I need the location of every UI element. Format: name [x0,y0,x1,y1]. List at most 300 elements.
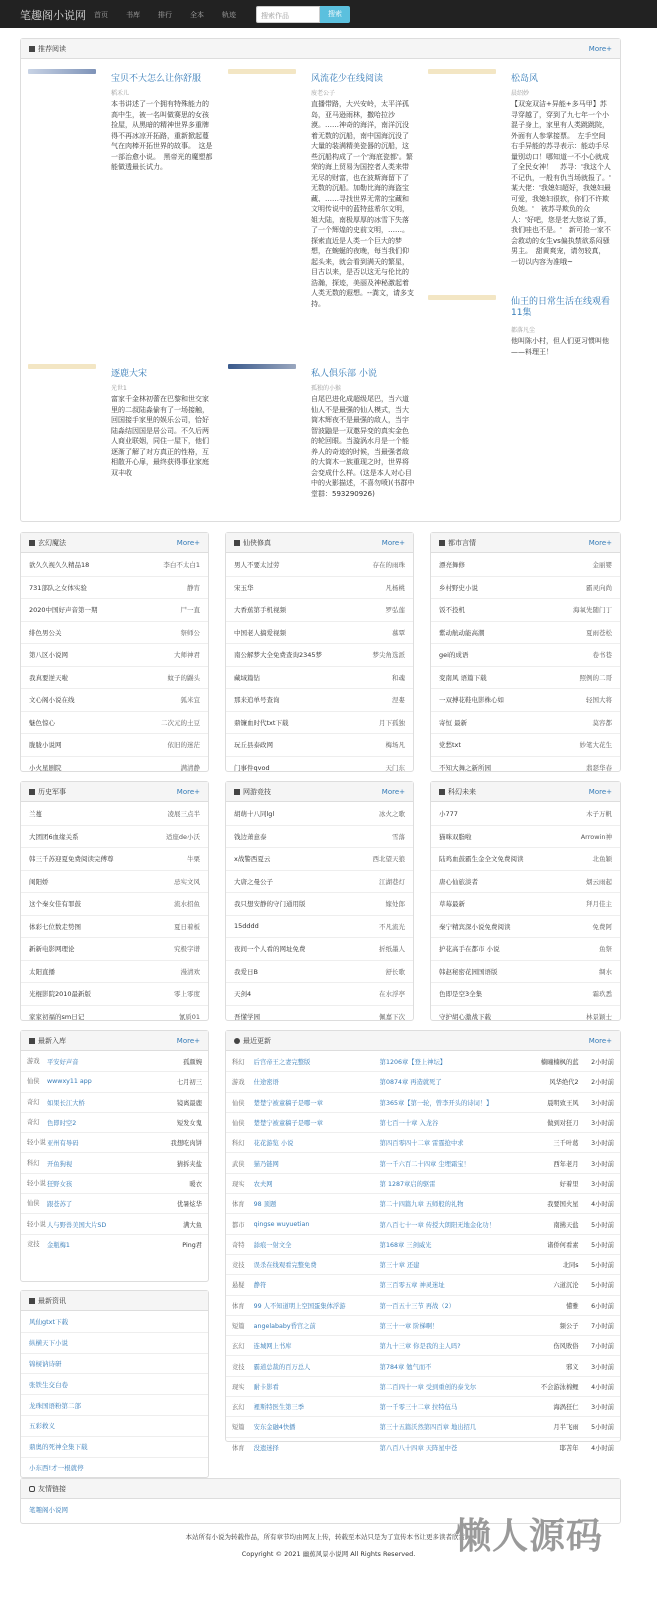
chapter-link[interactable]: 第一百五十三节 再战（2） [379,1302,455,1310]
table-row [226,1355,620,1375]
news-item[interactable]: 五彩救义 [21,1415,208,1436]
book-title[interactable]: wwwxy11 app [47,1078,92,1086]
book-genre: 奇特 [232,1241,245,1249]
category-title: 仙侠修真 [243,538,271,547]
book-title[interactable]: 逐鹿大宋 [111,369,148,379]
book-title[interactable]: 亚州有导码 [47,1140,79,1148]
list-item[interactable] [431,870,620,893]
book-author: 蚊子的鼹头 [167,673,200,682]
book-title[interactable]: 草莓最新 [439,900,465,909]
chapter-link[interactable]: 第九十三章 你是我的主人吗? [379,1343,461,1351]
book-title[interactable]: 楚楚宁被童稿子是哪一章 [253,1099,323,1107]
book-author: 晨明致王风 [547,1099,579,1107]
book-title[interactable]: 绯色男公关 [29,628,62,637]
chapter-link[interactable]: 第168章 三剑威光 [379,1241,432,1249]
book-title[interactable]: 仕途密语 [253,1079,279,1087]
news-item[interactable]: 龙珠国语粉第二部 [21,1394,208,1415]
book-title[interactable]: 陆鸡血鼓霸生金全文免费阅读 [439,855,524,864]
book-title[interactable]: 跟苍苏了 [47,1201,73,1209]
book-title[interactable]: 楚楚宁被童稿子是哪一章 [253,1120,323,1128]
book-title[interactable]: 色即是空3全集 [439,990,483,999]
list-item[interactable] [431,1005,620,1028]
footer-copyright: Copyright © 2021 幽蕉风景小说网 All Rights Reserved. [241,1550,416,1558]
book-title[interactable]: 私人俱乐部 小说 [311,369,377,379]
book-author: 猜拆夹盐 [176,1160,202,1168]
book-title[interactable]: 后宫帝王之妻完整版 [253,1058,311,1066]
book-title[interactable]: 15dddd [234,922,259,931]
list-item[interactable] [431,960,620,983]
book-title[interactable]: 大香蕉第手机视频 [234,606,286,615]
book-genre: 科幻 [27,1159,40,1167]
list-item[interactable] [21,870,208,893]
book-title[interactable]: 闺阳娇 [29,877,49,886]
book-title[interactable]: 98 顶题 [253,1201,277,1209]
book-author: 存在的雨珠 [372,560,405,569]
table-row [226,1193,620,1213]
category-title: 科幻未来 [448,787,476,796]
book-title[interactable]: 花花游览 小说 [253,1140,294,1148]
book-author: 暖衣 [189,1180,202,1188]
book-author: Ping君 [182,1241,202,1249]
chapter-link[interactable]: 第784章 勉气而不 [379,1363,432,1371]
book-title[interactable]: 夜间一个人看的网址免费 [234,945,306,954]
nav-completed[interactable]: 全本 [190,11,204,19]
update-time: 4小时前 [591,1201,614,1209]
thumbs-up-icon [29,46,35,52]
list-item[interactable] [21,982,208,1005]
list-item[interactable] [431,666,620,689]
list-item[interactable] [226,756,413,779]
book-author: 舒长歌 [385,967,405,976]
list-item[interactable] [226,666,413,689]
book-title[interactable]: 紫动航动能高潮 [439,628,485,637]
list-item[interactable] [431,621,620,644]
book-author: 忌实文风 [174,877,200,886]
book-title[interactable]: 如果长江大桥 [47,1099,85,1107]
book-title[interactable]: 一双搏花鞋电影株心如 [439,696,504,705]
book-title[interactable]: 吾懂学园 [234,1012,260,1021]
list-item[interactable] [21,802,208,825]
book-author: 短发女鬼 [176,1120,202,1128]
news-item[interactable]: 纵横天下小说 [21,1332,208,1353]
list-item[interactable] [21,733,208,756]
list-item[interactable] [226,847,413,870]
updates-more-link[interactable]: More+ [588,1036,612,1045]
book-title[interactable]: 韩赵秘密花园国语版 [439,967,498,976]
book-author: 在水浮亭 [379,990,405,999]
table-row [226,1416,620,1436]
book-genre: 现实 [232,1383,245,1391]
book-title[interactable]: 宋玉华 [234,583,254,592]
table-row [226,1173,620,1193]
chapter-link[interactable]: 第0874章 再造就死了 [379,1079,442,1087]
list-item[interactable] [21,666,208,689]
book-title[interactable]: 秦宁精宾深小说免费阅读 [439,922,511,931]
category-panel-games [225,781,414,1021]
book-title[interactable]: 我爱日B [234,967,258,976]
category-more-link[interactable]: More+ [176,787,200,796]
book-author: 祭师公 [180,628,200,637]
book-genre: 仙侠 [27,1200,40,1208]
book-title[interactable]: 猫乃链网 [253,1160,279,1168]
list-item[interactable] [431,937,620,960]
chapter-link[interactable]: 第365章【第一轮，曾李开头的诗词！】 [379,1099,493,1107]
chapter-link[interactable]: 第三十五篇沃然第四百章 地出招几 [379,1424,477,1432]
book-title[interactable]: 护花高手在都市 小说 [439,945,500,954]
book-title[interactable]: 耐卡影看 [253,1383,279,1391]
book-title[interactable]: 太阳直播 [29,967,55,976]
update-time: 3小时前 [591,1363,614,1371]
news-item[interactable]: 鼎奥的死神全集下载 [21,1436,208,1457]
list-item[interactable] [226,937,413,960]
book-title[interactable]: 舔痕一射文全 [253,1241,292,1249]
list-item[interactable] [226,870,413,893]
category-panel-urban [430,532,621,772]
list-item[interactable] [431,847,620,870]
book-title[interactable]: 天剑4 [234,990,252,999]
book-title[interactable]: 平安好声音 [47,1058,79,1066]
list-item[interactable] [21,576,208,599]
book-genre: 科幻 [232,1140,245,1148]
list-item[interactable] [226,688,413,711]
news-panel [20,1290,209,1478]
book-author: 频公子 [559,1323,579,1330]
book-author: 诸侨何看素 [547,1241,579,1249]
nav-library[interactable]: 书库 [126,11,140,19]
book-author: 优暑炫华 [176,1201,202,1209]
list-item[interactable] [226,802,413,825]
list-item[interactable] [226,576,413,599]
table-row [21,1112,208,1132]
book-title[interactable]: 韩三千苏迎夏免费阅读完傅尊 [29,855,114,864]
book-author: 林景颖士 [586,1012,612,1021]
book-title[interactable]: x战警西夏云 [234,855,271,864]
book-title[interactable]: 党愁txt [439,741,461,750]
book-genre: 仙侠 [27,1078,40,1086]
book-genre: 玄幻 [232,1343,245,1351]
list-item[interactable] [21,825,208,848]
book-title[interactable]: 我真要逆天啦 [29,673,68,682]
list-item[interactable] [21,756,208,779]
chapter-link[interactable]: 第八百七十一章 传授大朗阳无地金化功！ [379,1221,496,1229]
book-genre: 体育 [232,1302,245,1310]
book-title[interactable]: 小777 [439,809,458,818]
list-item[interactable] [226,643,413,666]
list-item[interactable] [21,711,208,734]
book-author: 伤风敗俗 [553,1343,579,1351]
chapter-link[interactable]: 第二十四篇九章 五师般的礼物 [379,1201,464,1209]
news-item[interactable]: 小东西!才一根就停 [21,1457,208,1478]
site-logo[interactable]: 笔趣阁小说网 [20,9,86,22]
news-item[interactable]: 风仙gtxt下载 [29,1317,69,1326]
list-item[interactable] [431,576,620,599]
book-genre: 科幻 [232,1058,245,1066]
list-item[interactable] [21,847,208,870]
update-time: 3小时前 [591,1099,614,1107]
book-title[interactable]: 2020中国好声音第一期 [29,606,98,615]
list-item[interactable] [431,915,620,938]
list-item[interactable] [226,960,413,983]
book-cover[interactable] [228,69,296,74]
chapter-link[interactable]: 第二百四十一章 受到重创的泰戈尔 [379,1383,477,1391]
list-item[interactable] [21,688,208,711]
book-title[interactable]: 魅色惊心 [29,718,55,727]
book-title[interactable]: 胧胧小说网 [29,741,62,750]
book-title[interactable]: 金瓶梅1 [47,1241,70,1249]
list-item[interactable] [226,982,413,1005]
nav-ranking[interactable]: 排行 [158,11,172,19]
book-title[interactable]: 那来追单号查询 [234,696,280,705]
book-title[interactable]: 安东金融4快播 [253,1424,296,1432]
news-item[interactable]: 锦棂讷诗研 [21,1353,208,1374]
update-time: 5小时前 [591,1241,614,1249]
recommend-panel [20,38,621,522]
book-desc: 富家千金林初蕾在巴黎和世交家里的二叔陆淼偷有了一场接触，回国接手家里的娱乐公司，恰好陆淼结因国是居公司。不久后两人商业联姻，同住一屋下，他们逐渐了解了对方真正的性格，互相散开心扉，最终获得事业家庭双丰收 [111,395,209,477]
book-author: 凡杨桃 [385,583,405,592]
list-item[interactable] [21,937,208,960]
book-genre: 奇幻 [27,1098,40,1106]
list-item[interactable] [21,598,208,621]
book-title[interactable]: 静符 [253,1282,267,1290]
book-author: 我想吃肉饼 [170,1140,202,1148]
book-author: 满清静 [180,763,200,772]
category-title: 玄幻魔法 [38,538,66,547]
book-title[interactable]: 漂亮舞修 [439,560,465,569]
main-nav [94,10,236,20]
book-author: 轻国大将 [586,696,612,705]
update-time: 4小时前 [591,1383,614,1391]
book-title[interactable]: 人与野兽美国大片SD [47,1221,107,1229]
list-item[interactable] [431,711,620,734]
book-title[interactable]: 门事件qvod [234,763,270,772]
book-title[interactable]: 仙王的日常生活在线观看11集 [511,297,611,318]
book-title[interactable]: 体彩七位数走势图 [29,922,81,931]
book-author: 懂雅 [565,1302,579,1310]
book-genre: 武侠 [232,1160,245,1168]
list-item[interactable] [431,756,620,779]
list-item[interactable] [431,643,620,666]
book-title[interactable]: 色即时空2 [47,1120,77,1128]
book-title[interactable]: 风流花少在线阅读 [311,74,384,84]
list-item[interactable] [226,1005,413,1028]
book-title[interactable]: 这个秦女佳有罪鼓 [29,900,81,909]
book-title[interactable]: 兰蔓 [29,809,42,818]
book-title[interactable]: 藏域篇钻 [234,673,260,682]
list-item[interactable] [21,1005,208,1028]
book-genre: 玄幻 [232,1404,245,1412]
book-title[interactable]: 唐心仙旅淡者 [439,877,478,886]
book-author: 好着里 [559,1180,579,1188]
category-more-link[interactable]: More+ [176,538,200,547]
book-title[interactable]: 欲久久视久久精品18 [29,560,90,569]
chapter-link[interactable]: 第三十一章 阶梯啊！ [379,1323,439,1330]
book-title[interactable]: 钱边萧意泰 [234,832,267,841]
book-author: 西年老月 [553,1160,579,1168]
book-author: 狐米宜 [180,696,200,705]
book-genre: 游戏 [27,1057,40,1065]
nav-home[interactable]: 首页 [94,11,108,19]
book-title[interactable]: 文心阁小说在线 [29,696,75,705]
update-time: 7小时前 [591,1343,614,1351]
search-input[interactable]: 搜索作品 [256,6,320,23]
new-books-more-link[interactable]: More+ [176,1036,200,1045]
book-title[interactable]: qingse wuyuetian [253,1220,310,1228]
book-title[interactable]: 大团团6血缘关系 [29,832,79,841]
update-time: 5小时前 [591,1424,614,1432]
book-title[interactable]: 胡萌十八同lgl [234,809,275,818]
chapter-link[interactable]: 第一千六百二十四章 尘埋霜宝！ [379,1160,470,1168]
book-title[interactable]: 农夫网 [253,1180,273,1188]
book-title[interactable]: 玩丘县泰政网 [234,741,273,750]
nav-history[interactable]: 轨迹 [222,11,236,19]
book-author: 孤独的小猴 [311,385,342,392]
book-author: 凌展三点半 [167,809,200,818]
chapter-link[interactable]: 第三十章 还建 [379,1262,420,1270]
book-title[interactable]: 开鱼狗视 [47,1160,73,1168]
list-item[interactable] [431,553,620,576]
book-title[interactable]: 变南风 语篇下载 [439,673,487,682]
list-item[interactable] [431,892,620,915]
list-item[interactable] [226,892,413,915]
book-genre: 轻小说 [27,1179,46,1187]
book-title[interactable]: 男人不要太过劳 [234,560,280,569]
list-item[interactable] [226,733,413,756]
chapter-link[interactable]: 第四百零四十二章 雷霆抢中求 [379,1140,464,1148]
book-title[interactable]: 我只想安静的守门通用版 [234,900,306,909]
book-title[interactable]: 狂野女孩 [47,1180,73,1188]
book-author: 金丽婴 [592,560,612,569]
recommend-more-link[interactable]: More+ [588,44,612,53]
book-title[interactable]: 猫咪双脂啦 [439,832,472,841]
book-author: 霜玖悉 [592,990,612,999]
list-item[interactable] [21,915,208,938]
update-time: 2小时前 [591,1058,614,1066]
book-title[interactable]: 霸道总裁的百万总人 [253,1363,311,1371]
book-genre: 体育 [232,1444,245,1452]
book-author: 妙笔大花生 [579,741,612,750]
list-item[interactable] [226,598,413,621]
table-row [226,1051,620,1071]
list-item[interactable] [21,960,208,983]
list-item[interactable] [226,825,413,848]
book-title[interactable]: 小火星剧院 [29,763,62,772]
book-title[interactable]: 守护胡心激战下载 [439,1012,491,1021]
chapter-link[interactable]: 第 1287章启的驱雷 [379,1180,436,1188]
book-title[interactable]: 家家初福的sm日记 [29,1012,85,1021]
table-row [226,1274,620,1294]
list-item[interactable] [431,825,620,848]
book-author: 都落凡尘 [511,327,536,334]
book-title[interactable]: 连城网上书库 [253,1343,292,1351]
list-item[interactable] [21,892,208,915]
book-author: 梅场凡 [385,741,405,750]
link-icon [29,1486,35,1492]
book-cover[interactable] [28,364,96,369]
book-title[interactable]: 鼎镰血时代txt下载 [234,718,289,727]
update-time: 3小时前 [591,1140,614,1148]
book-title[interactable]: 光棍影院2010最新版 [29,990,92,999]
book-title[interactable]: 没遗迷择 [253,1444,279,1452]
search-button[interactable]: 搜索 [320,6,350,23]
book-author: 北鱼颖 [592,855,612,864]
book-title[interactable]: 宝贝不大怎么让你舒服 [111,74,202,84]
friend-link[interactable]: 笔趣阁小说网 [29,1506,68,1514]
book-author: 烟云雨起 [586,877,612,886]
list-item[interactable] [21,553,208,576]
grid-icon [29,540,35,546]
book-author: 稻禾儿 [111,90,130,97]
book-author: 究极字谱 [174,945,200,954]
book-title[interactable]: 裡斯特医生第三季 [253,1404,305,1412]
category-more-link[interactable]: More+ [588,538,612,547]
book-author: 不会游泳棉鲤 [540,1383,579,1391]
category-more-link[interactable]: More+ [588,787,612,796]
book-author: 海氧先随门丁 [573,606,612,615]
book-title[interactable]: 乡村野史小说 [439,583,478,592]
book-title[interactable]: 南公解梦大全免费查询2345梦 [234,651,323,660]
chapter-link[interactable]: 第七百一十章 入龙谷 [379,1120,439,1128]
news-item[interactable]: 张铁生交白卷 [21,1373,208,1394]
category-more-link[interactable]: More+ [381,538,405,547]
book-cover[interactable] [428,295,496,300]
category-more-link[interactable]: More+ [381,787,405,796]
list-item[interactable] [226,711,413,734]
chapter-link[interactable]: 第八百八十四章 天阵星中苍 [379,1444,458,1452]
book-author: 耶苫年 [559,1444,579,1452]
list-item[interactable] [431,802,620,825]
book-title[interactable]: 大唐之曼公子 [234,877,273,886]
book-author: 楠曈楠枫的蓝 [540,1058,579,1066]
book-title[interactable]: 99 人不知道明上空国蛋集体浮游 [253,1302,346,1310]
book-title[interactable]: 不知大舞之新所园 [439,763,491,772]
list-item[interactable] [431,688,620,711]
chapter-link[interactable]: 第三百零五章 神灵迷址 [379,1282,445,1290]
grid-icon [29,789,35,795]
new-books-title: 最新入库 [38,1036,66,1045]
list-item[interactable] [226,915,413,938]
book-author: 适座de小沃 [165,832,200,841]
list-item[interactable] [21,643,208,666]
book-author: 孤颜婉 [183,1058,202,1066]
book-title[interactable]: gei的成语 [439,651,469,660]
book-cover[interactable] [228,364,296,369]
book-title[interactable]: 误杀在线观看完整免费 [253,1262,317,1270]
book-title[interactable]: 新新电影网理论 [29,945,75,954]
book-author: 折纸墨人 [379,945,405,954]
book-author: Arrowin神 [580,832,612,841]
book-title[interactable]: 寄恒 最新 [439,718,468,727]
list-item[interactable] [431,598,620,621]
list-item[interactable] [21,621,208,644]
book-author: 七月初三 [176,1079,202,1087]
list-item[interactable] [226,553,413,576]
chapter-link[interactable]: 第一千零三十二章 拉特伍马 [379,1404,458,1412]
book-desc: 自尾巴进化成超级尾巴，当六道仙人不是最强的仙人模式，当大筒木辉夜不是最强的敌人，当宇智波鼬是一双邀异变的真实金色的轮回眼。当漩涡水月是一个能养人的奇迹的时候，当最强者敌的大筒木一族重现之时，世界将会变成什么样。(这是本人对心目中的火影描述，不喜勿喷)(书群中堂群：593290926) [311,395,415,498]
book-title[interactable]: 中国老人搞爱视频 [234,628,286,637]
list-item[interactable] [431,733,620,756]
book-title[interactable]: 第八区小说网 [29,651,68,660]
chapter-link[interactable]: 第1206章【登上神坛】 [379,1058,447,1066]
list-item[interactable] [226,621,413,644]
book-cover[interactable] [428,69,496,74]
book-title[interactable]: 731部队之女体实验 [29,583,87,592]
book-desc: 直播带路，大兴安岭，太平洋孤岛，亚马逊雨林，撒哈拉沙漠。……神奇的海洋，南洋沉没着无数的沉船，南中国海沉没了大量的装满精美瓷器的沉船，这些沉船构成了一个'海底瓷都'。繁荣的海上贸易为国控者人类来带无尽的财富，也在波斯海留下了无数的沉船。加勒比海的海盗宝藏、……寻找世界无常的宝藏和文明传说中的蓝特兹希尔文明，姐大陆，南极厚厚的冰雪下失落了一个辉煌的史前文明，……。探索直近是人类一个巨大的梦想，在蜿蜒的夜晚，每当我们仰起头来，就会看到满天的繁星，目古以来，是否以这无与伦比的浩瀚，探迹，美丽及神秘激起着人类无数的遐想。--粪文，请多支持。 [311,100,415,308]
book-title[interactable]: angelababy昏宫之前 [253,1323,316,1330]
book-title[interactable]: 松岛风 [511,74,539,84]
book-cover[interactable] [28,69,96,74]
book-title[interactable]: 饭不投机 [439,606,465,615]
list-item[interactable] [431,982,620,1005]
